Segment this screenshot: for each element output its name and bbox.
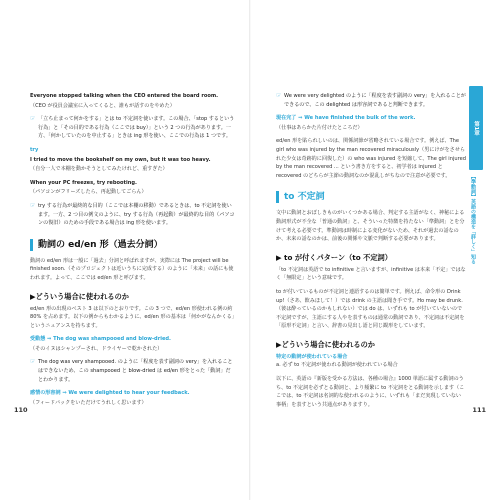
sub-heading: 感情の形容詞 ⇒ We were delighted to hear your feedback. [30,390,190,397]
left-column [30,92,235,412]
spacer [276,245,466,249]
japanese-text: （パソコンがフリーズしたら、再起動してごらん） [30,189,147,196]
japanese-text: ed/en 形を貼られしいのは、関係詞節が省略されている場合です。例えば、The girl who was injured by the man recovered miraculously（男にけがをさせられた少女は奇跡的に回復した）の who was injured を短縮して、The girl injured by the man recovered ... という書き方をすると、初学者は injured と recovered のどちらが主節の動詞なのか混乱しがちなので注意が必要です。 [276,138,466,179]
japanese-text: a. 必ず to 不定詞が使われる動詞が使われている場合 [276,362,398,369]
japanese-text: 「to 不定詞は英語で to infinitive と言いますが、infinitive は本来「不定」ではなく「無限定」という意味です。 [276,266,466,282]
note-block [30,202,235,228]
note-block [30,115,235,141]
spacer [30,284,235,288]
japanese-text: ed/en 形の出現のベスト 3 は以下のとおりです。この 3 つで、ed/en 形使われる例の約 80% を占めます。以下の例からもわかるように、ed/en 形の基本は「何かがなんかくる」というニュアンスを持ちます。 [30,305,235,329]
subsection-heading: ▶どういう場合に使われるのか [30,291,129,301]
spacer [30,229,235,233]
japanese-text: （フィードバックをいただけてうれしく思います） [30,399,147,406]
page-number-left: 110 [14,406,28,414]
japanese-text: 以下に、英語の『新版を受かる方法は、各種の場合』1000 単語に属する動詞のうち、to 不定詞を必ずとる動詞と、より頻繁に to 不定詞をとる動詞を示します（ここでは、to 不定詞は名詞的な使われるのように、いずれも「まだ実現していない事柄」を表すという共通点がありますり。 [276,376,465,408]
pointer-icon: ☞ [30,115,36,123]
sub-heading: try [30,146,39,153]
spacer [276,410,466,414]
page-number-right: 111 [472,406,486,414]
example-sentence: Everyone stopped talking when the CEO entered the board room. [30,93,219,99]
japanese-text: 文中に動詞とおぼしきものがいくつかある場合、判定する主語がなく、神秘による動詞形式が不全な「普通の動詞」と、そういった特徴を持たない「準動詞」とを分けて考える必要です。準動詞は時制による変化がないため、それが過去の話なのか、未来の話なのかは、前後の関係や文脈で判断する必要があります。 [276,210,465,243]
pointer-icon: ☞ [276,92,282,99]
note-text: The dog was very shampooed. のように「程度を表す副詞の very」を入れることはできないため、この shampooed と blow-dried は ed/en 形をとった「動詞」だとわかります。 [38,359,233,383]
spacer [30,408,235,412]
spacer [276,332,466,336]
note-text: try する行為が最終的な目的（ここでは本棚の移動）であるときは、to 不定詞を使います。一方、2 つ目の例文のように、try する行為（再起動）が最終的な目的（パソコンの復旧）のための手段である場合は ing 形を使います。 [38,202,235,227]
section-heading: 動詞の ed/en 形（過去分詞） [30,239,235,251]
note-block [276,92,466,109]
note-block [30,358,235,384]
example-sentence: When your PC freezes, try rebooting. [30,179,137,186]
example-sentence: I tried to move the bookshelf on my own, but it was too heavy. [30,156,211,163]
minor-heading: 特定の動詞が使われている場合 [276,353,348,360]
japanese-text: （そのイヌはシャンプーされ、ドライヤーで乾かされた） [30,345,163,352]
japanese-text: 動詞の ed/en 形は一般に「過去」分詞と呼ばれますが、実際には The project will be finished soon.（そのプロジェクトは近いうちに完成する）のように「未来」の話にも使われます。よって、ここでは ed/en 形と呼びます。 [30,257,234,281]
chapter-tab: 第1章 [469,86,483,170]
japanese-text: （CEO が役員会議室に入ってくると、誰もが話すのをやめた） [30,102,175,109]
pointer-icon: ☞ [30,358,36,366]
note-text: We were very delighted のように「程度を表す副詞の very」を入れることができるので、この delighted は形容詞であると判断できます。 [284,93,466,108]
section-heading: to 不定詞 [276,191,466,203]
chapter-tab-text: 【準動詞】英語の構造を「詳しく」知る [470,174,476,264]
pointer-icon: ☞ [30,201,36,209]
spacer [276,181,466,185]
right-column [276,92,466,414]
sub-heading: 受動態 ⇒ The dog was shampooed and blow-dried. [30,336,171,343]
note-text: 「立ち止まって何かをする」とは to 不定詞を使います。この場合、「stop するという行為」と「その目的である行為（ここでは buy）」という 2 つの行為があります。一方、「何かしていたのを中止する」ときは ing 形を使い、ここでの行為は 1 つです。 [38,116,235,140]
japanese-text: （仕事はあらかた片付けたところだ） [276,124,363,131]
japanese-text: （自分一人で本棚を動かそうとしてみたけれど、重すぎた） [30,166,168,173]
japanese-text: to が付いているものが不定詞と連語するのは簡単です。例えば、命令形の Drink up!（さあ、飲みほして！）では drink の主語は聞き手です。Ho may be drunk.（彼は酔っているのかもしれない）では do は、いずれも to が付いていないので不定詞ですが、主語にする人やを表すものは通常の動詞であり、不定詞は不定詞を「原形不定詞」と言い、辞書の見出し語と同じ観形をしています。 [276,288,465,330]
sub-heading: 現在完了 ⇒ We have finished the bulk of the work. [276,115,416,122]
subsection-heading: ▶ to が付くパターン（to 不定詞） [276,252,392,262]
subsection-heading: ▶どういう場合に使われるのか [276,339,375,349]
